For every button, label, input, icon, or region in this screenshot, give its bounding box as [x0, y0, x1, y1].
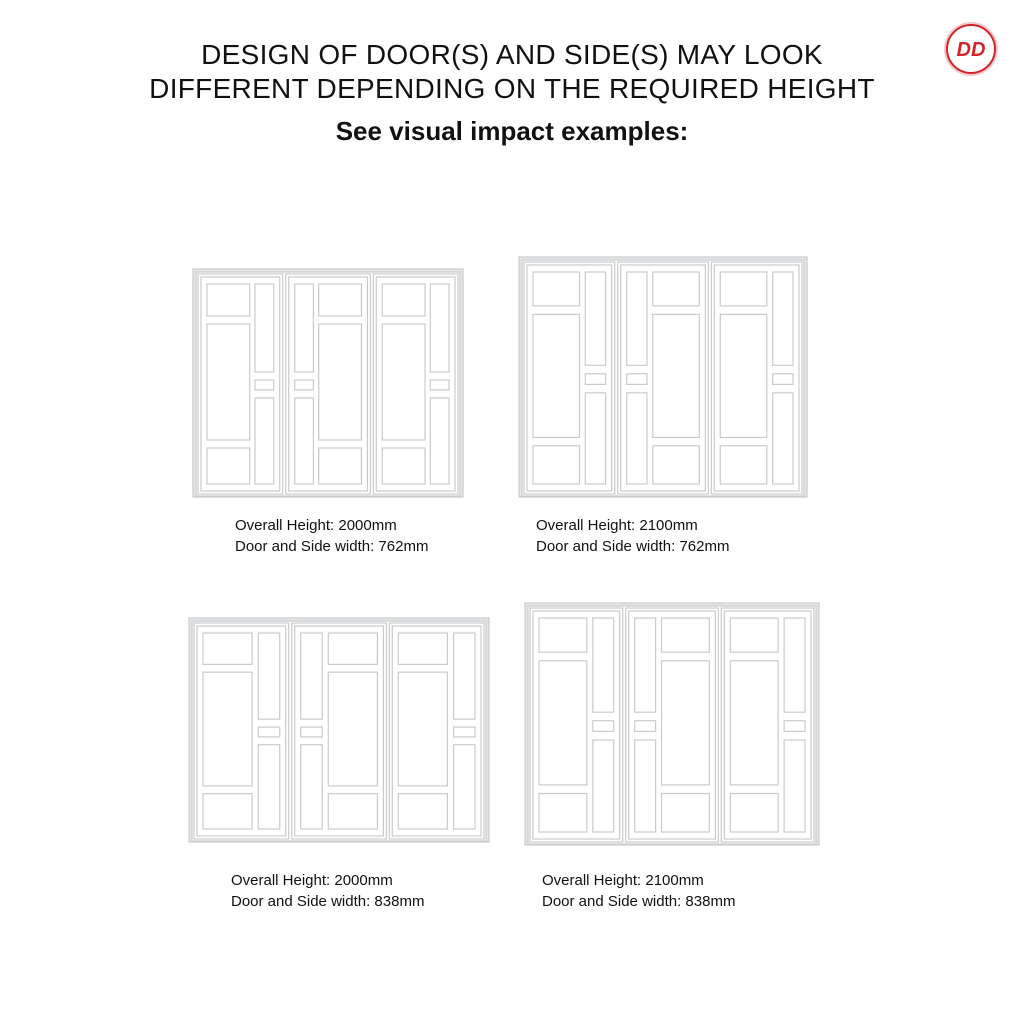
door-set-diagram	[192, 268, 464, 498]
glass-pane	[635, 618, 656, 712]
glass-pane	[301, 633, 323, 719]
glass-pane	[593, 721, 614, 732]
glass-pane	[319, 284, 362, 316]
glass-pane	[593, 618, 614, 712]
glass-pane	[207, 324, 250, 440]
glass-pane	[319, 448, 362, 484]
glass-pane	[398, 794, 447, 829]
glass-pane	[635, 740, 656, 832]
glass-pane	[454, 633, 476, 719]
glass-pane	[627, 272, 647, 365]
glass-pane	[593, 740, 614, 832]
door-set-diagram	[518, 256, 808, 498]
glass-pane	[207, 448, 250, 484]
glass-pane	[533, 446, 580, 484]
glass-pane	[720, 272, 767, 306]
brand-logo-text: DD	[956, 39, 986, 61]
glass-pane	[662, 618, 710, 652]
glass-pane	[730, 661, 778, 785]
glass-pane	[539, 794, 587, 833]
glass-pane	[319, 324, 362, 440]
panel-width-label: Door and Side width: 838mm	[231, 893, 425, 910]
glass-pane	[430, 380, 449, 390]
glass-pane	[258, 727, 280, 737]
glass-pane	[720, 446, 767, 484]
overall-height-label: Overall Height: 2100mm	[542, 872, 704, 889]
glass-pane	[207, 284, 250, 316]
glass-pane	[635, 721, 656, 732]
glass-pane	[662, 661, 710, 785]
glass-pane	[784, 721, 805, 732]
panel-width-label: Door and Side width: 762mm	[235, 538, 429, 555]
glass-pane	[730, 618, 778, 652]
glass-pane	[295, 284, 314, 372]
panel-width-label: Door and Side width: 762mm	[536, 538, 730, 555]
glass-pane	[454, 727, 476, 737]
glass-pane	[328, 633, 377, 664]
overall-height-label: Overall Height: 2100mm	[536, 517, 698, 534]
overall-height-label: Overall Height: 2000mm	[235, 517, 397, 534]
brand-logo-icon	[948, 26, 994, 72]
glass-pane	[258, 745, 280, 829]
glass-pane	[382, 324, 425, 440]
example-2-caption	[536, 515, 729, 557]
glass-pane	[301, 745, 323, 829]
glass-pane	[784, 618, 805, 712]
door-set-diagram	[188, 617, 490, 843]
panel-width-label: Door and Side width: 838mm	[542, 893, 736, 910]
glass-pane	[258, 633, 280, 719]
glass-pane	[720, 314, 767, 437]
glass-pane	[301, 727, 323, 737]
glass-pane	[773, 272, 793, 365]
glass-pane	[328, 672, 377, 786]
glass-pane	[255, 380, 274, 390]
subheading: See visual impact examples:	[335, 116, 689, 146]
glass-pane	[255, 398, 274, 484]
door-set-diagram	[524, 602, 820, 846]
glass-pane	[539, 661, 587, 785]
glass-pane	[773, 393, 793, 484]
glass-pane	[539, 618, 587, 652]
glass-pane	[454, 745, 476, 829]
example-3-caption	[231, 870, 424, 912]
glass-pane	[730, 794, 778, 833]
glass-pane	[328, 794, 377, 829]
glass-pane	[627, 393, 647, 484]
example-4-caption	[542, 870, 735, 912]
glass-pane	[533, 314, 580, 437]
glass-pane	[653, 446, 700, 484]
glass-pane	[295, 398, 314, 484]
heading-line-1: DESIGN OF DOOR(S) AND SIDE(S) MAY LOOK	[201, 39, 823, 70]
overall-height-label: Overall Height: 2000mm	[231, 872, 393, 889]
glass-pane	[585, 374, 605, 385]
glass-pane	[203, 633, 252, 664]
glass-pane	[662, 794, 710, 833]
glass-pane	[203, 794, 252, 829]
glass-pane	[382, 284, 425, 316]
glass-pane	[653, 314, 700, 437]
glass-pane	[627, 374, 647, 385]
glass-pane	[430, 284, 449, 372]
glass-pane	[398, 633, 447, 664]
glass-pane	[585, 393, 605, 484]
glass-pane	[295, 380, 314, 390]
glass-pane	[585, 272, 605, 365]
glass-pane	[773, 374, 793, 385]
glass-pane	[430, 398, 449, 484]
example-1-caption	[235, 515, 428, 557]
glass-pane	[784, 740, 805, 832]
glass-pane	[533, 272, 580, 306]
brand-logo	[946, 24, 996, 74]
glass-pane	[398, 672, 447, 786]
heading-line-2: DIFFERENT DEPENDING ON THE REQUIRED HEIGHT	[149, 73, 875, 104]
glass-pane	[382, 448, 425, 484]
glass-pane	[653, 272, 700, 306]
glass-pane	[255, 284, 274, 372]
glass-pane	[203, 672, 252, 786]
